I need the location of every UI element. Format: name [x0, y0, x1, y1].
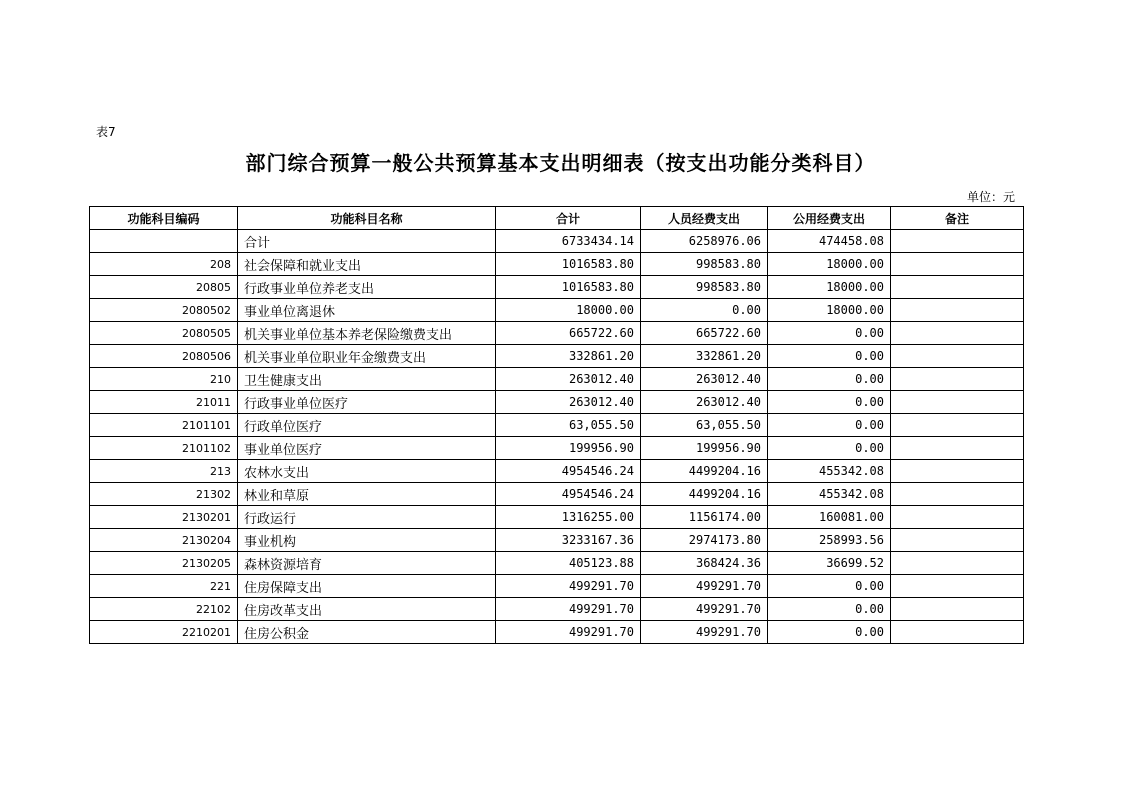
- cell-name: 农林水支出: [238, 460, 496, 483]
- cell-name: 住房保障支出: [238, 575, 496, 598]
- page-title: 部门综合预算一般公共预算基本支出明细表（按支出功能分类科目）: [245, 151, 876, 175]
- cell-code: 21011: [90, 391, 238, 414]
- table-row: [90, 529, 1024, 552]
- cell-code: 2101101: [90, 414, 238, 437]
- table-row: [90, 230, 1024, 253]
- cell-personnel: 263012.40: [641, 391, 768, 414]
- cell-total: 1016583.80: [496, 276, 641, 299]
- cell-note: [891, 276, 1024, 299]
- table-row: [90, 414, 1024, 437]
- cell-personnel: 998583.80: [641, 276, 768, 299]
- cell-personnel: 368424.36: [641, 552, 768, 575]
- header-code: 功能科目编码: [90, 207, 238, 230]
- table-row: [90, 345, 1024, 368]
- cell-total: 199956.90: [496, 437, 641, 460]
- cell-total: 263012.40: [496, 368, 641, 391]
- cell-public: 0.00: [768, 368, 891, 391]
- cell-name: 行政事业单位养老支出: [238, 276, 496, 299]
- cell-code: 2101102: [90, 437, 238, 460]
- cell-note: [891, 575, 1024, 598]
- cell-code: 221: [90, 575, 238, 598]
- table-row: [90, 506, 1024, 529]
- table-row: [90, 437, 1024, 460]
- cell-personnel: 332861.20: [641, 345, 768, 368]
- table-row: [90, 299, 1024, 322]
- cell-name: 森林资源培育: [238, 552, 496, 575]
- table-row: [90, 483, 1024, 506]
- cell-name: 行政运行: [238, 506, 496, 529]
- cell-note: [891, 230, 1024, 253]
- expenditure-table: [89, 206, 1024, 644]
- cell-public: 0.00: [768, 621, 891, 644]
- cell-public: 0.00: [768, 437, 891, 460]
- cell-name: 卫生健康支出: [238, 368, 496, 391]
- cell-note: [891, 437, 1024, 460]
- cell-note: [891, 483, 1024, 506]
- cell-total: 6733434.14: [496, 230, 641, 253]
- cell-public: 258993.56: [768, 529, 891, 552]
- cell-name: 行政单位医疗: [238, 414, 496, 437]
- cell-public: 18000.00: [768, 299, 891, 322]
- cell-name: 行政事业单位医疗: [238, 391, 496, 414]
- cell-note: [891, 391, 1024, 414]
- cell-personnel: 665722.60: [641, 322, 768, 345]
- cell-personnel: 2974173.80: [641, 529, 768, 552]
- cell-personnel: 499291.70: [641, 621, 768, 644]
- cell-total: 18000.00: [496, 299, 641, 322]
- cell-public: 18000.00: [768, 253, 891, 276]
- cell-public: 455342.08: [768, 460, 891, 483]
- cell-note: [891, 529, 1024, 552]
- cell-note: [891, 552, 1024, 575]
- cell-public: 36699.52: [768, 552, 891, 575]
- cell-public: 160081.00: [768, 506, 891, 529]
- cell-name: 林业和草原: [238, 483, 496, 506]
- cell-code: 2130205: [90, 552, 238, 575]
- cell-name: 事业单位离退休: [238, 299, 496, 322]
- cell-name: 机关事业单位职业年金缴费支出: [238, 345, 496, 368]
- table-row: [90, 552, 1024, 575]
- cell-public: 0.00: [768, 345, 891, 368]
- header-name: 功能科目名称: [238, 207, 496, 230]
- cell-personnel: 263012.40: [641, 368, 768, 391]
- cell-note: [891, 322, 1024, 345]
- cell-total: 499291.70: [496, 598, 641, 621]
- cell-personnel: 499291.70: [641, 575, 768, 598]
- cell-note: [891, 598, 1024, 621]
- cell-public: 455342.08: [768, 483, 891, 506]
- table-row: [90, 598, 1024, 621]
- cell-name: 住房改革支出: [238, 598, 496, 621]
- cell-note: [891, 368, 1024, 391]
- cell-code: 2080502: [90, 299, 238, 322]
- table-row: [90, 460, 1024, 483]
- cell-code: 21302: [90, 483, 238, 506]
- cell-personnel: 1156174.00: [641, 506, 768, 529]
- cell-name: 事业单位医疗: [238, 437, 496, 460]
- header-public: 公用经费支出: [768, 207, 891, 230]
- cell-name: 事业机构: [238, 529, 496, 552]
- cell-personnel: 998583.80: [641, 253, 768, 276]
- cell-total: 4954546.24: [496, 483, 641, 506]
- cell-public: 0.00: [768, 575, 891, 598]
- cell-total: 665722.60: [496, 322, 641, 345]
- header-personnel: 人员经费支出: [641, 207, 768, 230]
- cell-total: 405123.88: [496, 552, 641, 575]
- cell-personnel: 4499204.16: [641, 483, 768, 506]
- cell-code: 2130204: [90, 529, 238, 552]
- cell-total: 3233167.36: [496, 529, 641, 552]
- cell-total: 4954546.24: [496, 460, 641, 483]
- cell-note: [891, 253, 1024, 276]
- cell-note: [891, 621, 1024, 644]
- table-header-row: [90, 207, 1024, 230]
- cell-code: 2080505: [90, 322, 238, 345]
- cell-total: 499291.70: [496, 621, 641, 644]
- cell-total: 332861.20: [496, 345, 641, 368]
- cell-code: [90, 230, 238, 253]
- cell-code: 2130201: [90, 506, 238, 529]
- cell-name: 机关事业单位基本养老保险缴费支出: [238, 322, 496, 345]
- cell-total: 263012.40: [496, 391, 641, 414]
- table-row: [90, 621, 1024, 644]
- cell-code: 210: [90, 368, 238, 391]
- cell-code: 2210201: [90, 621, 238, 644]
- cell-total: 1016583.80: [496, 253, 641, 276]
- cell-total: 63,055.50: [496, 414, 641, 437]
- cell-total: 1316255.00: [496, 506, 641, 529]
- table-row: [90, 322, 1024, 345]
- cell-public: 0.00: [768, 414, 891, 437]
- table-row: [90, 575, 1024, 598]
- cell-public: 0.00: [768, 391, 891, 414]
- header-total: 合计: [496, 207, 641, 230]
- table-row: [90, 276, 1024, 299]
- cell-code: 20805: [90, 276, 238, 299]
- cell-public: 18000.00: [768, 276, 891, 299]
- cell-personnel: 4499204.16: [641, 460, 768, 483]
- cell-code: 213: [90, 460, 238, 483]
- cell-personnel: 0.00: [641, 299, 768, 322]
- cell-note: [891, 299, 1024, 322]
- table-number: 表7: [96, 125, 116, 139]
- table-row: [90, 253, 1024, 276]
- cell-personnel: 199956.90: [641, 437, 768, 460]
- cell-note: [891, 460, 1024, 483]
- unit-label: 单位：元: [966, 190, 1015, 204]
- cell-name: 合计: [238, 230, 496, 253]
- cell-personnel: 6258976.06: [641, 230, 768, 253]
- cell-code: 208: [90, 253, 238, 276]
- table-row: [90, 368, 1024, 391]
- cell-public: 0.00: [768, 598, 891, 621]
- cell-code: 2080506: [90, 345, 238, 368]
- cell-public: 474458.08: [768, 230, 891, 253]
- cell-personnel: 499291.70: [641, 598, 768, 621]
- cell-name: 住房公积金: [238, 621, 496, 644]
- cell-personnel: 63,055.50: [641, 414, 768, 437]
- cell-note: [891, 506, 1024, 529]
- cell-code: 22102: [90, 598, 238, 621]
- cell-total: 499291.70: [496, 575, 641, 598]
- table-row: [90, 391, 1024, 414]
- header-note: 备注: [891, 207, 1024, 230]
- cell-note: [891, 414, 1024, 437]
- cell-name: 社会保障和就业支出: [238, 253, 496, 276]
- cell-public: 0.00: [768, 322, 891, 345]
- cell-note: [891, 345, 1024, 368]
